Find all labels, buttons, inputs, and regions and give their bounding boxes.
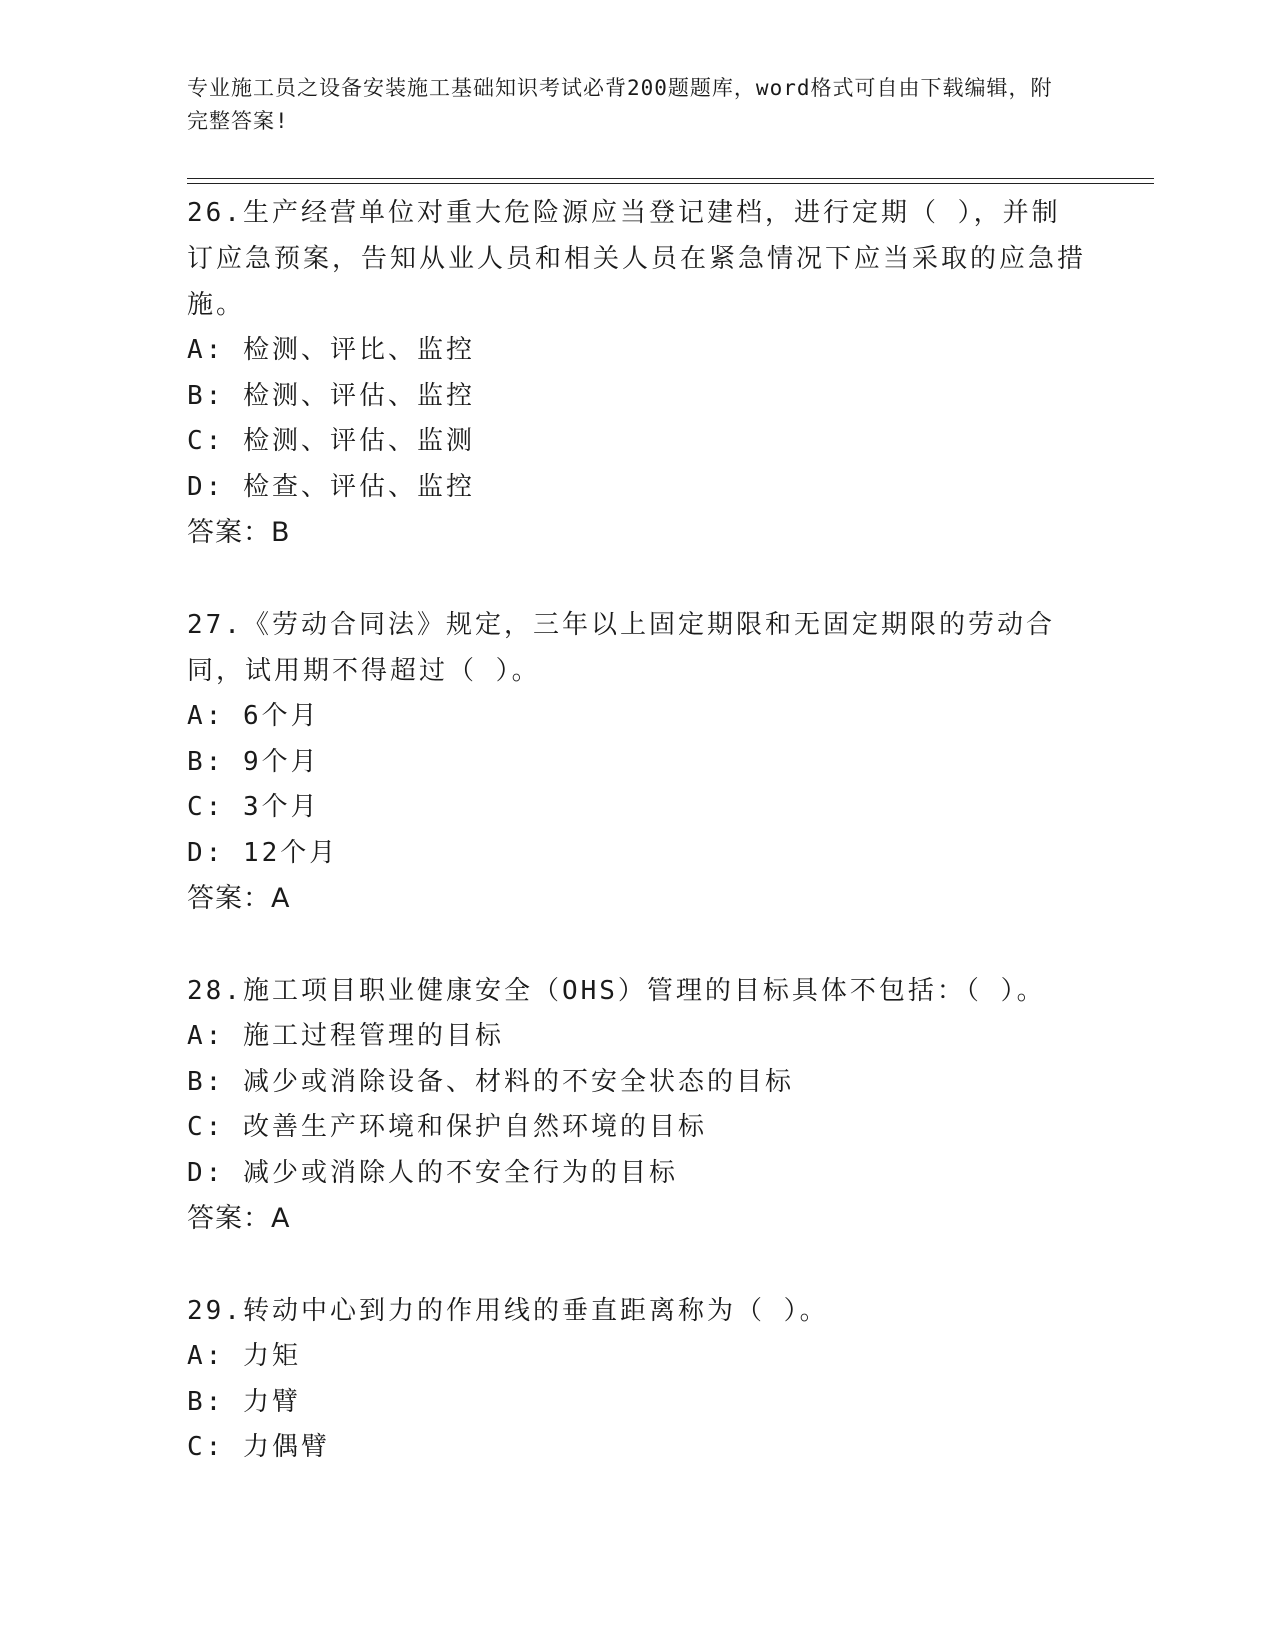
document-header xyxy=(187,72,1067,138)
question-text: 26.生产经营单位对重大危险源应当登记建档，进行定期（ ），并制订应急预案，告知从业人员和相关人员在紧急情况下应当采取的应急措施。 xyxy=(187,198,1087,320)
question-text: 28.施工项目职业健康安全（OHS）管理的目标具体不包括：（ ）。 xyxy=(187,976,1046,1006)
question-29 xyxy=(187,1288,1087,1471)
option-c: C: 检测、评估、监测 xyxy=(187,426,475,456)
option-a: A: 检测、评比、监控 xyxy=(187,335,475,365)
answer: 答案：A xyxy=(187,1203,291,1234)
question-26 xyxy=(187,190,1087,556)
option-d: D: 12个月 xyxy=(187,837,339,868)
question-27 xyxy=(187,602,1087,922)
header-divider-top xyxy=(187,178,1154,179)
option-c: C: 力偶臂 xyxy=(187,1432,330,1462)
question-28 xyxy=(187,968,1087,1242)
question-text: 29.转动中心到力的作用线的垂直距离称为（ ）。 xyxy=(187,1296,829,1326)
option-d: D: 检查、评估、监控 xyxy=(187,471,475,502)
option-b: B: 检测、评估、监控 xyxy=(187,380,475,411)
option-d: D: 减少或消除人的不安全行为的目标 xyxy=(187,1157,678,1188)
answer: 答案：A xyxy=(187,883,291,914)
option-c: C: 改善生产环境和保护自然环境的目标 xyxy=(187,1112,707,1142)
option-a: A: 力矩 xyxy=(187,1341,301,1371)
question-text: 27.《劳动合同法》规定，三年以上固定期限和无固定期限的劳动合同，试用期不得超过（ ）。 xyxy=(187,610,1055,686)
document-title: 专业施工员之设备安装施工基础知识考试必背200题题库，word格式可自由下载编辑，附完整答案! xyxy=(187,76,1053,133)
option-b: B: 力臂 xyxy=(187,1386,301,1417)
option-b: B: 9个月 xyxy=(187,746,320,777)
option-b: B: 减少或消除设备、材料的不安全状态的目标 xyxy=(187,1066,794,1097)
header-divider-bottom xyxy=(187,183,1154,184)
option-a: A: 6个月 xyxy=(187,701,320,731)
option-c: C: 3个月 xyxy=(187,792,320,822)
question-list xyxy=(187,190,1087,1517)
answer: 答案：B xyxy=(187,517,291,548)
option-a: A: 施工过程管理的目标 xyxy=(187,1021,504,1051)
